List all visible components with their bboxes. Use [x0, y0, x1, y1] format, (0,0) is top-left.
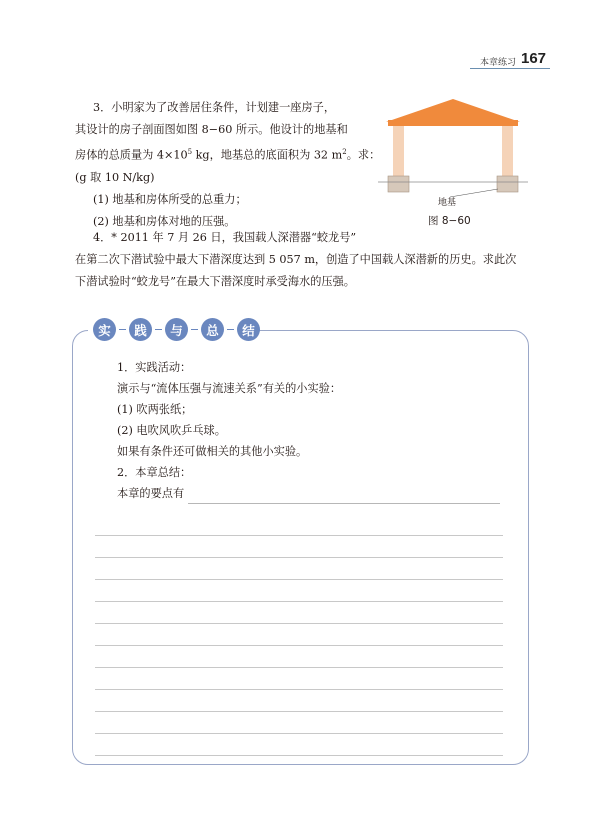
practice-banner [93, 318, 260, 341]
foundation-label: 地基 [438, 198, 457, 208]
q3-line3a: 房体的总质量为 4×10 [75, 148, 188, 162]
figure-caption: 图 8−60 [428, 215, 471, 227]
practice-item1-desc: 演示与“流体压强与流速关系”有关的小实验： [117, 382, 342, 395]
question-3 [75, 97, 380, 233]
q3-line2: 其设计的房子剖面图如图 8−60 所示。他设计的地基和 [75, 123, 348, 136]
right-foundation [497, 176, 518, 192]
practice-item2-prompt: 本章的要点有 [117, 487, 185, 500]
banner-char: 践 [129, 318, 152, 341]
answer-line[interactable] [95, 690, 503, 712]
roof-shape [386, 99, 520, 122]
q3-part1: (1) 地基和房体所受的总重力； [93, 192, 247, 206]
answer-line[interactable] [95, 602, 503, 624]
writing-lines[interactable] [95, 514, 503, 756]
answer-line[interactable] [95, 514, 503, 536]
q4-line2: 在第二次下潜试验中最大下潜深度达到 5 057 m，创造了中国载人深潜新的历史。求此次 [75, 253, 517, 266]
banner-separator [227, 329, 234, 330]
left-foundation [388, 176, 409, 192]
answer-line[interactable] [95, 624, 503, 646]
foundation-pointer [450, 189, 498, 197]
practice-content [117, 357, 500, 504]
q3-line3 [75, 141, 380, 167]
q3-line3c: 。求： [346, 148, 381, 162]
answer-line[interactable] [188, 489, 500, 504]
answer-line[interactable] [95, 558, 503, 580]
banner-char: 结 [237, 318, 260, 341]
answer-line[interactable] [95, 580, 503, 602]
banner-char: 与 [165, 318, 188, 341]
practice-item2-line [117, 483, 500, 504]
banner-separator [119, 329, 126, 330]
header-rule [470, 68, 550, 69]
answer-line[interactable] [95, 646, 503, 668]
practice-item1-b: (2) 电吹风吹乒乓球。 [117, 424, 226, 437]
answer-line[interactable] [95, 734, 503, 756]
q3-line1: 3．小明家为了改善居住条件，计划建一座房子， [93, 101, 336, 114]
q3-exponent: 5 [187, 148, 193, 156]
practice-item1-c: 如果有条件还可做相关的其他小实验。 [117, 445, 308, 458]
q3-line3b: kg，地基总的底面积为 32 m [192, 148, 343, 162]
q4-line1: 4．* 2011 年 7 月 26 日，我国载人深潜器“蛟龙号” [93, 231, 357, 244]
roof-beam [388, 120, 518, 126]
chapter-label: 本章练习 [480, 58, 517, 68]
q4-line3: 下潜试验时“蛟龙号”在最大下潜深度时承受海水的压强。 [75, 275, 355, 288]
answer-line[interactable] [95, 712, 503, 734]
question-4 [75, 227, 516, 293]
practice-item1-title: 1．实践活动： [117, 361, 192, 374]
right-pillar [502, 126, 513, 176]
answer-line[interactable] [95, 536, 503, 558]
left-pillar [393, 126, 404, 176]
practice-item1-a: (1) 吹两张纸； [117, 403, 193, 416]
banner-separator [155, 329, 162, 330]
page-number: 167 [521, 50, 547, 67]
q3-area-exponent: 2 [342, 148, 347, 156]
answer-line[interactable] [95, 668, 503, 690]
q3-part2: (2) 地基和房体对地的压强。 [93, 214, 236, 228]
banner-separator [191, 329, 198, 330]
banner-char: 总 [201, 318, 224, 341]
practice-item2-title: 2．本章总结： [117, 466, 192, 479]
q3-line4: (g 取 10 N/kg) [75, 170, 155, 184]
banner-char: 实 [93, 318, 116, 341]
